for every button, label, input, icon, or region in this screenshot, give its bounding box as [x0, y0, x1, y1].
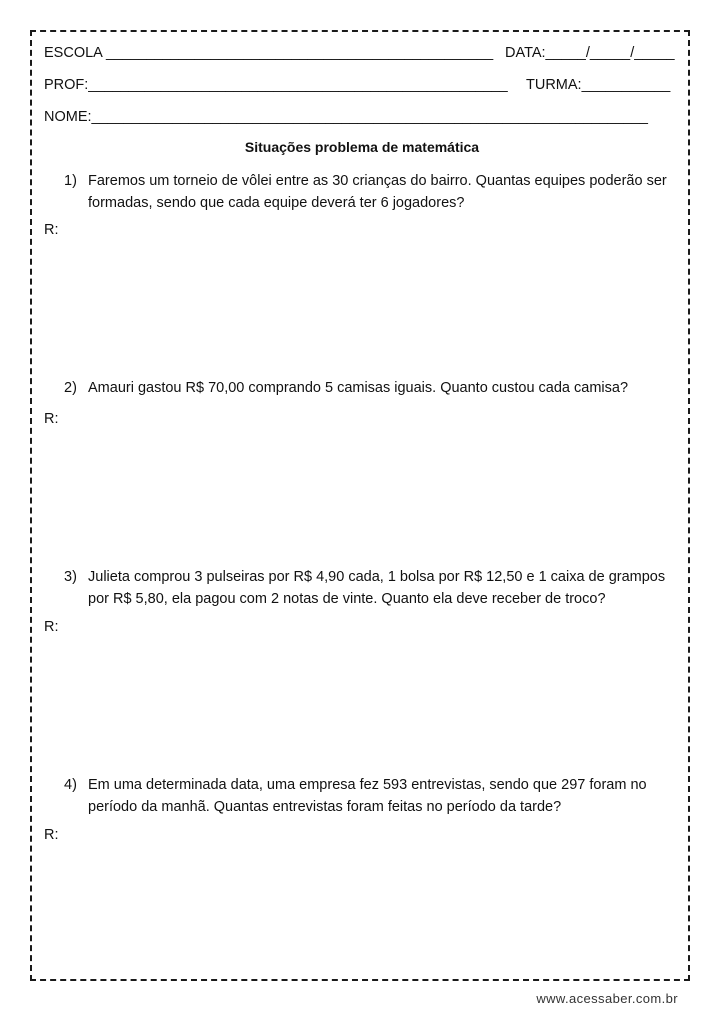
answer-label-3: R: — [44, 619, 59, 635]
date-field: DATA:_____/_____/_____ — [505, 45, 675, 61]
question-number: 2) — [64, 380, 77, 396]
class-field: TURMA:___________ — [526, 77, 671, 93]
answer-label-2: R: — [44, 411, 59, 427]
answer-label-1: R: — [44, 222, 59, 238]
school-field: ESCOLA ________________________________________________ — [44, 45, 494, 61]
name-field: NOME:_____________________________________________________________________ — [44, 109, 648, 125]
footer-url: www.acessaber.com.br — [536, 991, 678, 1006]
question-text: Faremos um torneio de vôlei entre as 30 crianças do bairro. Quantas equipes poderão ser formadas, sendo que cada equipe deverá ter 6 jogadores? — [88, 173, 667, 211]
question-text: Amauri gastou R$ 70,00 comprando 5 camisas iguais. Quanto custou cada camisa? — [88, 380, 629, 396]
worksheet-title: Situações problema de matemática — [244, 139, 480, 155]
teacher-field: PROF:____________________________________________________ — [44, 77, 508, 93]
question-text: Julieta comprou 3 pulseiras por R$ 4,90 cada, 1 bolsa por R$ 12,50 e 1 caixa de grampos por R$ 5,80, ela pagou com 2 notas de vinte. Quanto ela deve receber de troco? — [88, 569, 666, 607]
question-text: Em uma determinada data, uma empresa fez 593 entrevistas, sendo que 297 foram no período da manhã. Quantas entrevistas foram feitas no período da tarde? — [88, 777, 647, 815]
question-number: 1) — [64, 173, 77, 189]
question-3 — [64, 566, 684, 610]
answer-label-4: R: — [44, 827, 59, 843]
question-number: 3) — [64, 569, 77, 585]
question-4 — [64, 774, 684, 818]
question-number: 4) — [64, 777, 77, 793]
question-1 — [64, 170, 684, 214]
question-2 — [64, 377, 684, 399]
